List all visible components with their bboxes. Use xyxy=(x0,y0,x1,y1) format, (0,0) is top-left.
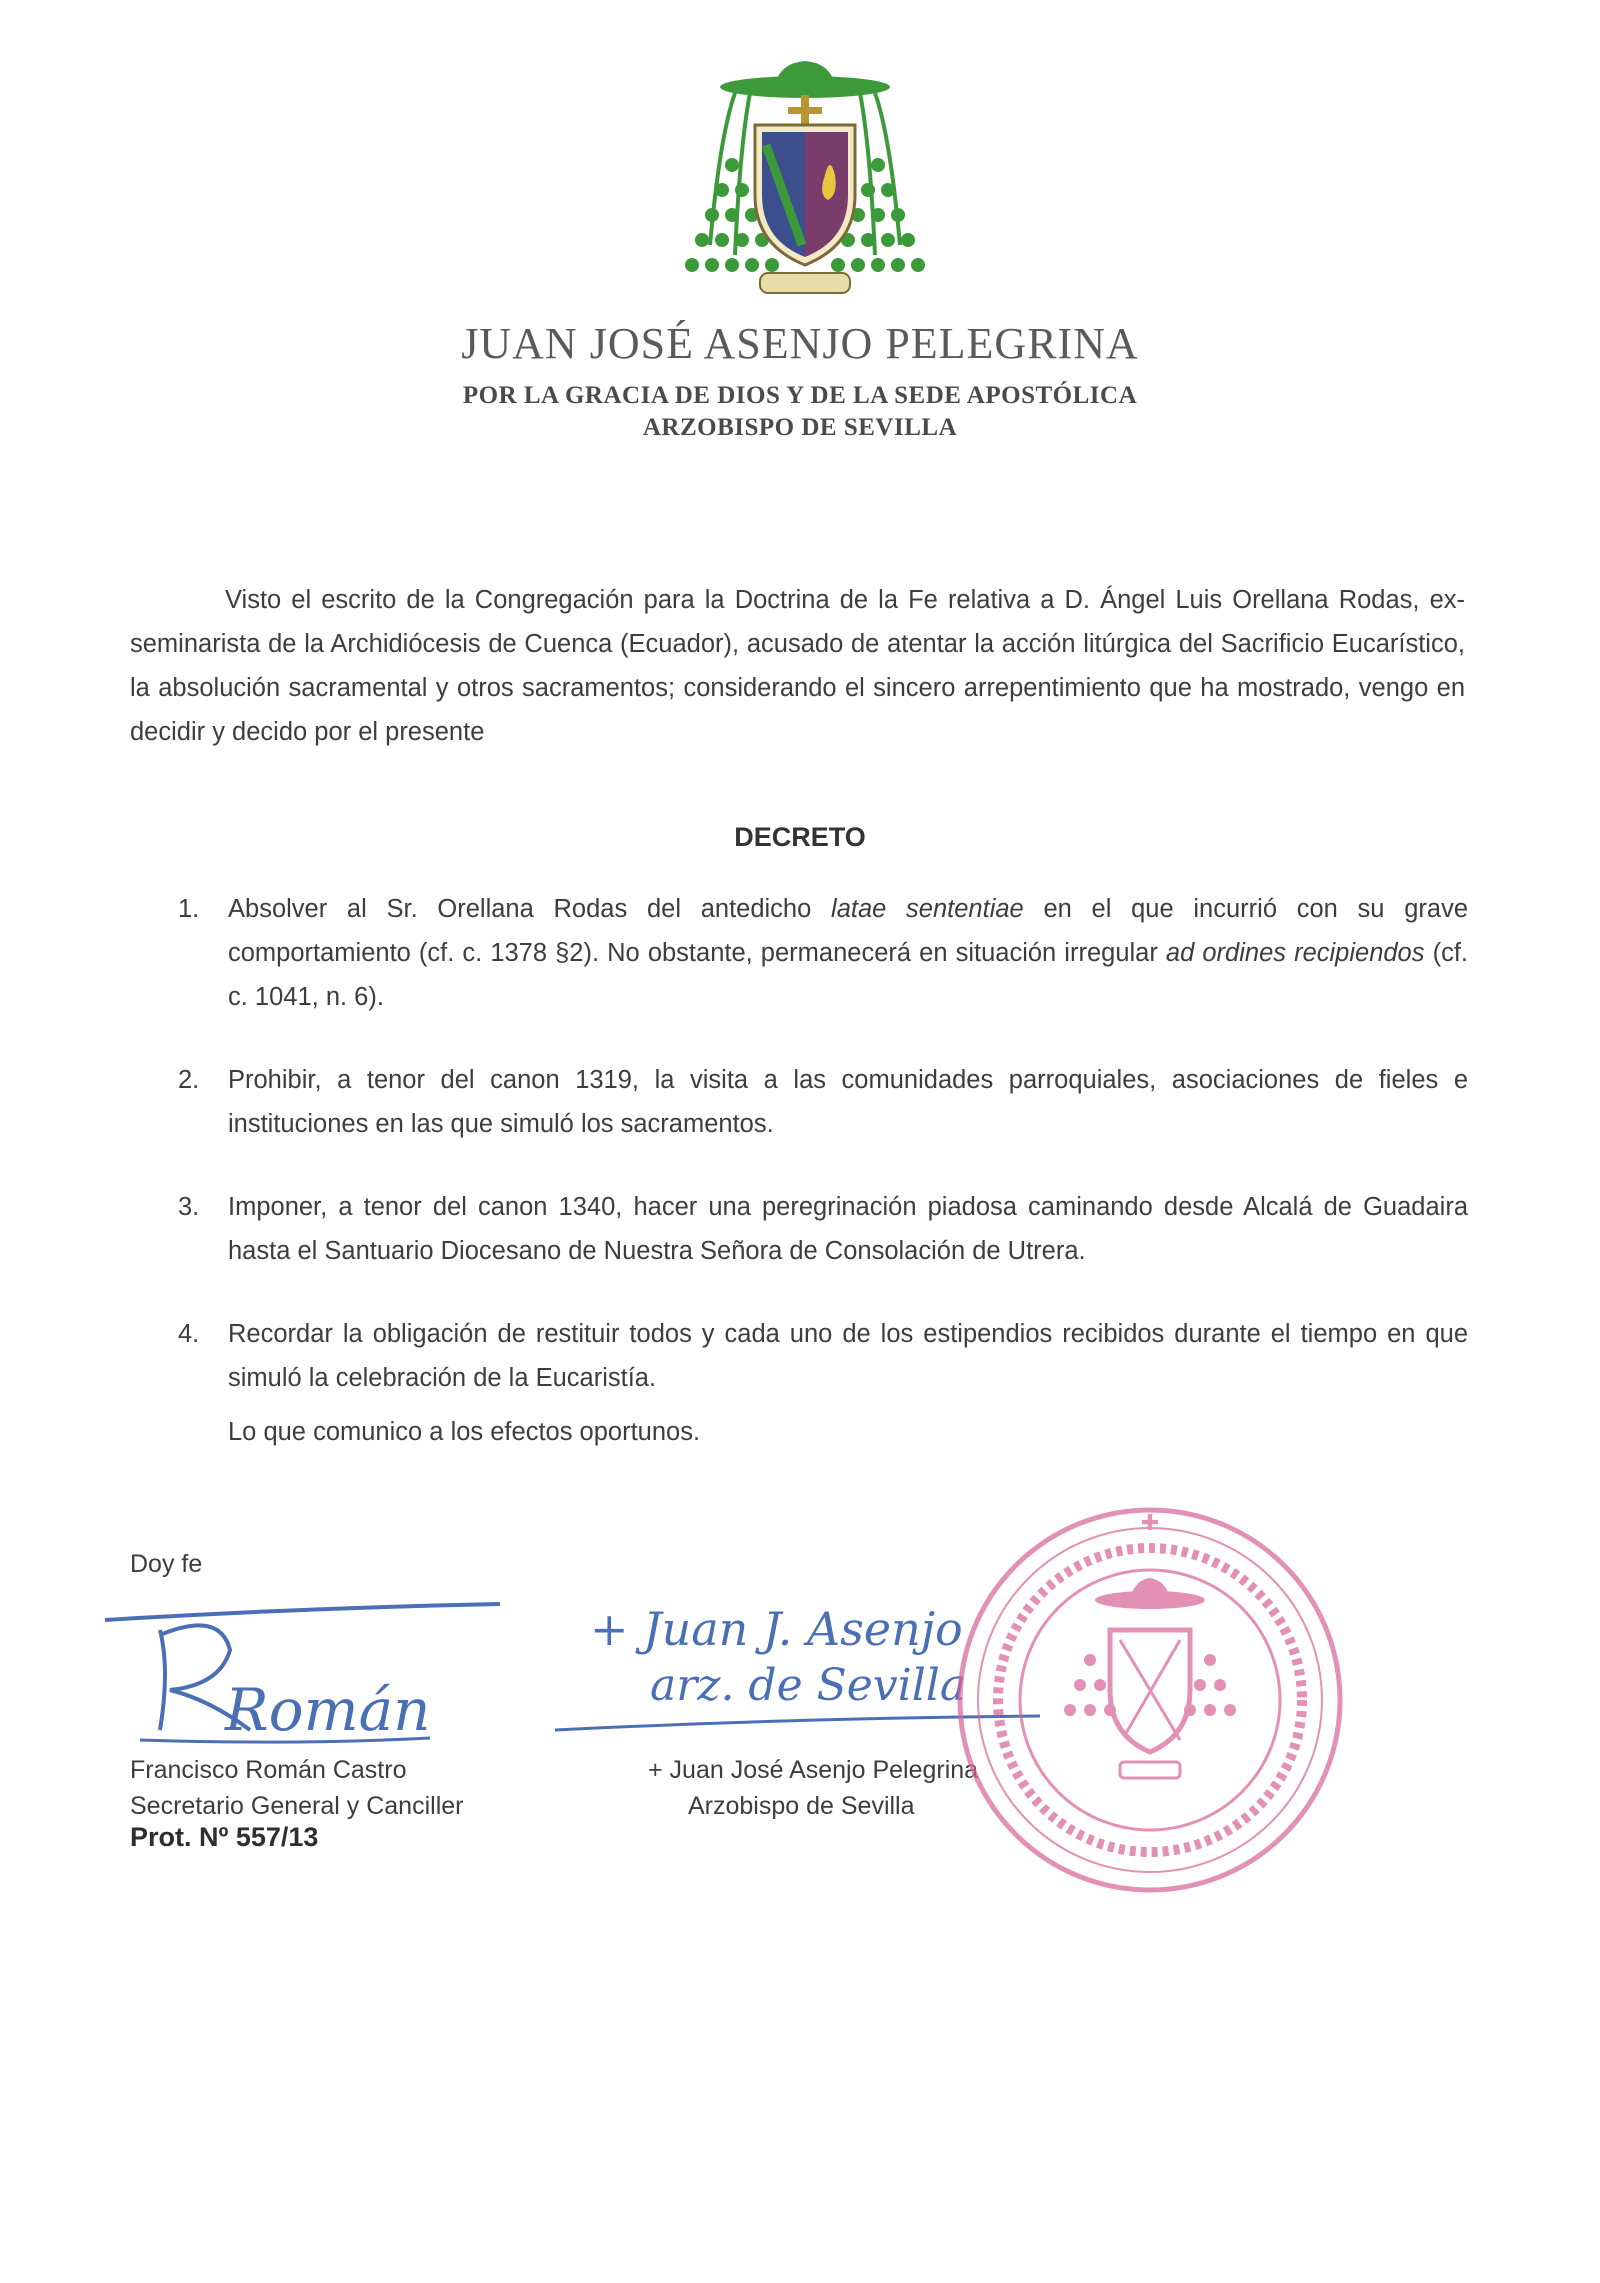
decree-item xyxy=(178,1312,1468,1400)
item-text-italic: latae sententiae xyxy=(831,895,1024,923)
item-number: 4. xyxy=(178,1320,200,1348)
closing-line: Lo que comunico a los efectos oportunos. xyxy=(228,1418,701,1446)
coat-of-arms-icon xyxy=(680,55,930,315)
item-number: 3. xyxy=(178,1193,200,1221)
secretary-signature xyxy=(100,1590,520,1750)
secretary-block xyxy=(130,1752,463,1824)
header-line-grace: POR LA GRACIA DE DIOS Y DE LA SEDE APOSTÓLICA xyxy=(462,382,1138,409)
archbishop-title: Arzobispo de Sevilla xyxy=(688,1792,915,1820)
svg-text:✚: ✚ xyxy=(1140,1510,1160,1535)
item-number: 1. xyxy=(178,895,200,923)
item-text-italic: ad ordines recipiendos xyxy=(1165,939,1425,967)
handwritten-archbishop-2: arz. de Sevilla xyxy=(650,1660,967,1711)
archbishop-name: + Juan José Asenjo Pelegrina xyxy=(648,1756,979,1784)
header-line-see: ARZOBISPO DE SEVILLA xyxy=(642,414,958,441)
decree-title: DECRETO xyxy=(734,822,866,852)
doy-fe-label: Doy fe xyxy=(130,1550,203,1578)
archbishop-title-name: JUAN JOSÉ ASENJO PELEGRINA xyxy=(461,319,1139,368)
protocol-number: Prot. Nº 557/13 xyxy=(130,1822,319,1852)
item-text: Recordar la obligación de restituir todos y cada uno de los estipendios recibidos durante el tiempo en que simuló la celebración de la Eucaristía. xyxy=(228,1320,1468,1392)
item-text-part: Absolver al Sr. Orellana Rodas del antedicho xyxy=(228,895,832,923)
item-text: Prohibir, a tenor del canon 1319, la visita a las comunidades parroquiales, asociaciones de fieles e instituciones en las que simuló los sacramentos. xyxy=(228,1066,1468,1138)
handwritten-secretary: Román xyxy=(225,1676,431,1744)
decree-item xyxy=(178,1058,1468,1146)
decree-item xyxy=(178,1185,1468,1273)
item-text-part: en el que incurrió con su grave comportamiento (cf. c. 1378 §2). No obstante, permanecerá en situación irregular xyxy=(228,895,1469,967)
handwritten-archbishop-1: + Juan J. Asenjo xyxy=(590,1602,963,1656)
item-text xyxy=(228,887,1468,1019)
archbishop-block xyxy=(648,1752,978,1824)
intro-paragraph: Visto el escrito de la Congregación para la Doctrina de la Fe relativa a D. Ángel Luis Orellana Rodas, ex-seminarista de la Archidiócesis de Cuenca (Ecuador), acusado de atentar la acción litúrgica del Sacrificio Eucarístico, la absolución sacramental y otros sacramentos; considerando el sincero arrepentimiento que ha mostrado, vengo en decidir y decido por el presente xyxy=(130,586,1465,746)
item-number: 2. xyxy=(178,1066,200,1094)
secretary-name: Francisco Román Castro xyxy=(130,1756,407,1784)
seal-stamp-icon xyxy=(950,1500,1350,1900)
decree-item xyxy=(178,887,1468,1019)
item-text-part: (cf. c. 1041, n. 6). xyxy=(228,939,1468,1011)
secretary-title: Secretario General y Canciller xyxy=(130,1792,464,1820)
item-text: Imponer, a tenor del canon 1340, hacer una peregrinación piadosa caminando desde Alcalá de Guadaira hasta el Santuario Diocesano de Nuestra Señora de Consolación de Utrera. xyxy=(228,1193,1468,1265)
